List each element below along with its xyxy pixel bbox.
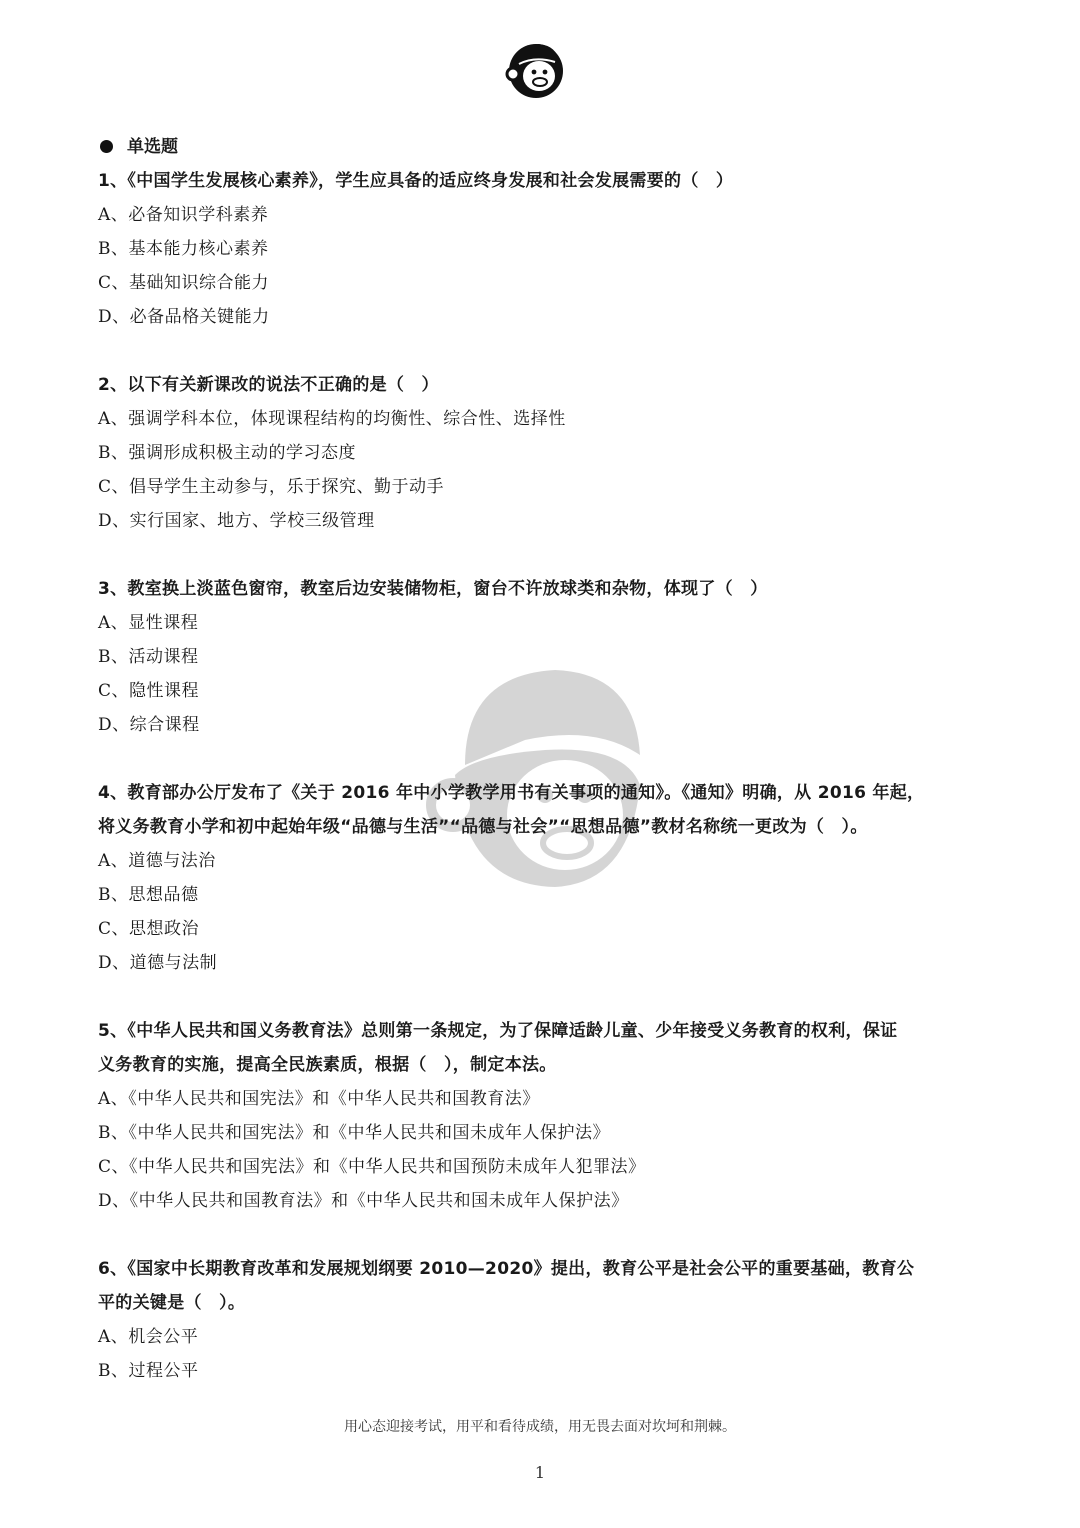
option-b: B、过程公平 bbox=[98, 1361, 199, 1381]
question-5 bbox=[98, 1014, 988, 1218]
section-title bbox=[100, 133, 178, 161]
question-stem-line-1: 5、《中华人民共和国义务教育法》总则第一条规定，为了保障适龄儿童、少年接受义务教育的权利，保证 bbox=[98, 1021, 898, 1041]
option-a: A、必备知识学科素养 bbox=[98, 205, 269, 225]
question-stem-line-1: 4、教育部办公厅发布了《关于 2016 年中小学教学用书有关事项的通知》。《通知》明确，从 2016 年起， bbox=[98, 783, 925, 803]
option-b: B、基本能力核心素养 bbox=[98, 239, 269, 259]
question-stem-line-1: 6、《国家中长期教育改革和发展规划纲要 2010—2020》提出，教育公平是社会公平的重要基础，教育公 bbox=[98, 1259, 915, 1279]
question-stem-line-2: 平的关键是（ ）。 bbox=[98, 1293, 246, 1313]
option-c: C、隐性课程 bbox=[98, 681, 200, 701]
option-d: D、实行国家、地方、学校三级管理 bbox=[98, 511, 375, 531]
option-d: D、道德与法制 bbox=[98, 953, 218, 973]
monkey-head-icon bbox=[505, 38, 567, 100]
question-2 bbox=[98, 368, 988, 538]
option-d: D、综合课程 bbox=[98, 715, 200, 735]
question-6 bbox=[98, 1252, 988, 1388]
option-a: A、机会公平 bbox=[98, 1327, 199, 1347]
option-c: C、思想政治 bbox=[98, 919, 200, 939]
option-b: B、《中华人民共和国宪法》和《中华人民共和国未成年人保护法》 bbox=[98, 1123, 610, 1143]
question-stem: 1、《中国学生发展核心素养》，学生应具备的适应终身发展和社会发展需要的（ ） bbox=[98, 171, 734, 191]
question-3 bbox=[98, 572, 988, 742]
question-stem-line-2: 将义务教育小学和初中起始年级“品德与生活”“品德与社会”“思想品德”教材名称统一更改为（ ）。 bbox=[98, 817, 868, 837]
option-c: C、基础知识综合能力 bbox=[98, 273, 270, 293]
option-d: D、《中华人民共和国教育法》和《中华人民共和国未成年人保护法》 bbox=[98, 1191, 629, 1211]
option-c: C、《中华人民共和国宪法》和《中华人民共和国预防未成年人犯罪法》 bbox=[98, 1157, 646, 1177]
option-c: C、倡导学生主动参与，乐于探究、勤于动手 bbox=[98, 477, 445, 497]
option-a: A、显性课程 bbox=[98, 613, 199, 633]
question-4 bbox=[98, 776, 988, 980]
section-title-text: 单选题 bbox=[127, 137, 178, 157]
question-stem-line-2: 义务教育的实施，提高全民族素质，根据（ ），制定本法。 bbox=[98, 1055, 557, 1075]
option-a: A、强调学科本位，体现课程结构的均衡性、综合性、选择性 bbox=[98, 409, 566, 429]
question-1 bbox=[98, 164, 988, 334]
option-b: B、思想品德 bbox=[98, 885, 199, 905]
page-number: 1 bbox=[534, 1463, 546, 1482]
option-a: A、《中华人民共和国宪法》和《中华人民共和国教育法》 bbox=[98, 1089, 540, 1109]
bullet-icon bbox=[100, 140, 113, 153]
option-d: D、必备品格关键能力 bbox=[98, 307, 270, 327]
option-b: B、活动课程 bbox=[98, 647, 199, 667]
option-b: B、强调形成积极主动的学习态度 bbox=[98, 443, 356, 463]
option-a: A、道德与法治 bbox=[98, 851, 216, 871]
question-stem: 2、以下有关新课改的说法不正确的是（ ） bbox=[98, 375, 439, 395]
footer-motto: 用心态迎接考试，用平和看待成绩，用无畏去面对坎坷和荆棘。 bbox=[344, 1419, 736, 1435]
question-stem: 3、教室换上淡蓝色窗帘，教室后边安装储物柜，窗台不许放球类和杂物，体现了（ ） bbox=[98, 579, 768, 599]
